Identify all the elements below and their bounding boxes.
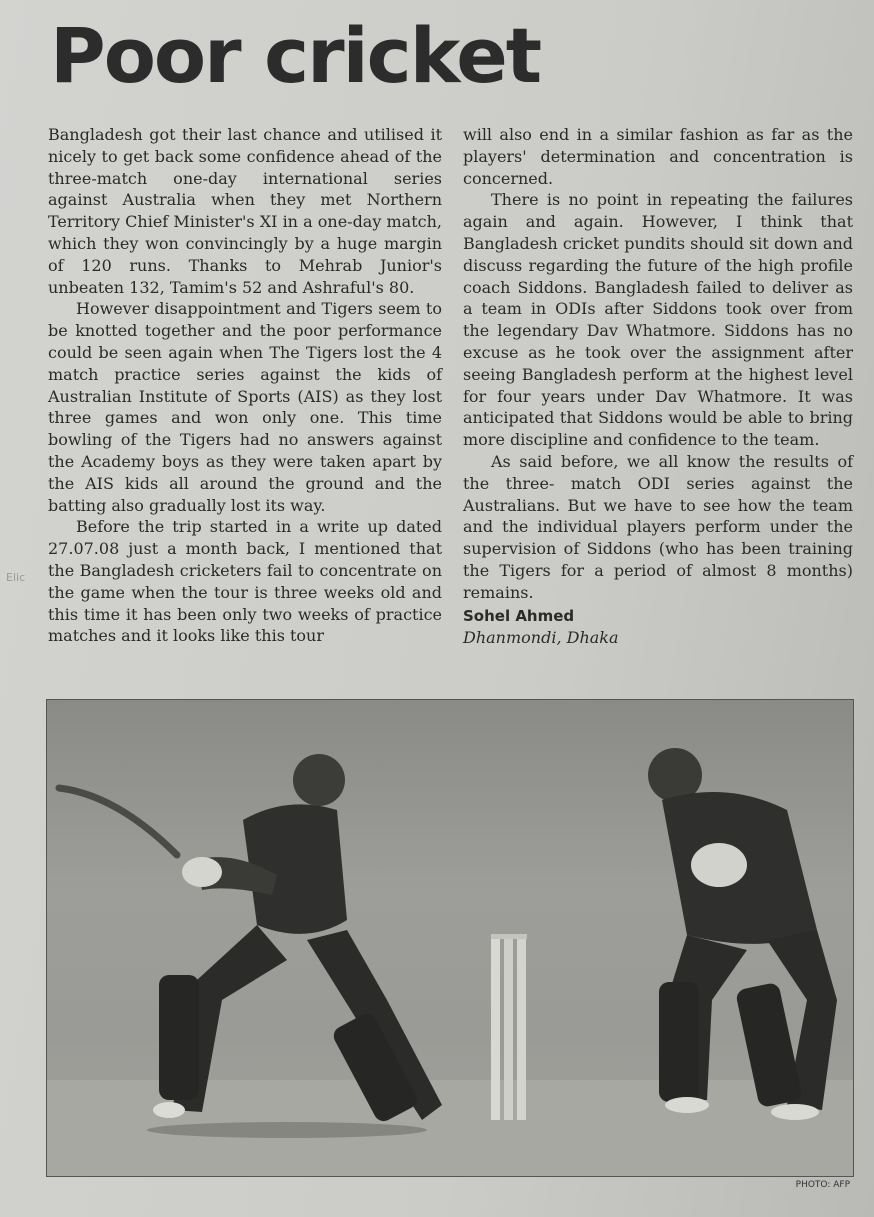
bails [491,934,527,939]
paragraph: Bangladesh got their last chance and utilised it nicely to get back some confidence ahead of the three-match one-day international series against Australia when they met Northern Territory Chief Minister's XI in a one-day match, which they won convincingly by a huge margin of 120 runs. Thanks to Mehrab Junior's unbeaten 132, Tamim's 52 and Ashraful's 80. [48,125,442,297]
stumps [491,934,527,1120]
stump [517,938,526,1120]
batsman-shadow [147,1122,427,1138]
margin-note: Elic [6,571,26,584]
cricket-bat [59,788,177,855]
headline: Poor cricket [50,11,541,100]
keeper-shoe [771,1104,819,1120]
batsman-figure [59,754,442,1125]
cricket-scene-illustration [47,700,853,1176]
paragraph: However disappointment and Tigers seem to be knotted together and the poor performance could be seen again when The Tigers lost the 4 match practice series against the kids of Australian Institute of Sports (AIS) as they lost three games and won only one. This time bowling of the Tigers had no answers against the Academy boys as they were taken apart by the AIS kids all around the ground and the batting also gradually lost its way. [48,299,442,515]
photo-credit: PHOTO: AFP [795,1180,850,1190]
keeping-gloves [691,843,747,887]
keeper-shoe [665,1097,709,1113]
stump [504,934,513,1120]
author-location: Dhanmondi, Dhaka [463,628,619,648]
article-column-right [463,124,853,649]
paragraph: As said before, we all know the results of the three- match ODI series against the Australians. But we have to see how the team and the individual players perform under the supervision of Siddons (who has been training the Tigers for a period of almost 8 months) remains. [463,451,853,602]
batting-gloves [182,857,222,887]
paragraph: will also end in a similar fashion as far as the players' determination and concentration is concerned. [463,125,853,188]
paragraph: Before the trip started in a write up dated 27.07.08 just a month back, I mentioned that the Bangladesh cricketers fail to concentrate on the game when the tour is three weeks old and this time it has been only two weeks of practice matches and it looks like this tour [48,517,442,646]
batsman-helmet [293,754,345,806]
cricket-photo [46,699,854,1177]
wicketkeeper-figure [648,748,837,1120]
article-column-left [48,124,442,647]
paragraph: There is no point in repeating the failures again and again. However, I think that Bangladesh cricket pundits should sit down and discuss regarding the future of the high profile coach Siddons. Bangladesh failed to deliver as a team in ODIs after Siddons took over from the legendary Dav Whatmore. Siddons has no excuse as he took over the assignment after seeing Bangladesh perform at the highest level for four years under Dav Whatmore. It was anticipated that Siddons would be able to bring more discipline and confidence to the team. [463,190,853,450]
keeper-pad-left [659,982,699,1102]
stump [491,938,500,1120]
batsman-pad-left [159,975,199,1100]
author-name: Sohel Ahmed [463,606,575,625]
batsman-shoe [153,1102,185,1118]
